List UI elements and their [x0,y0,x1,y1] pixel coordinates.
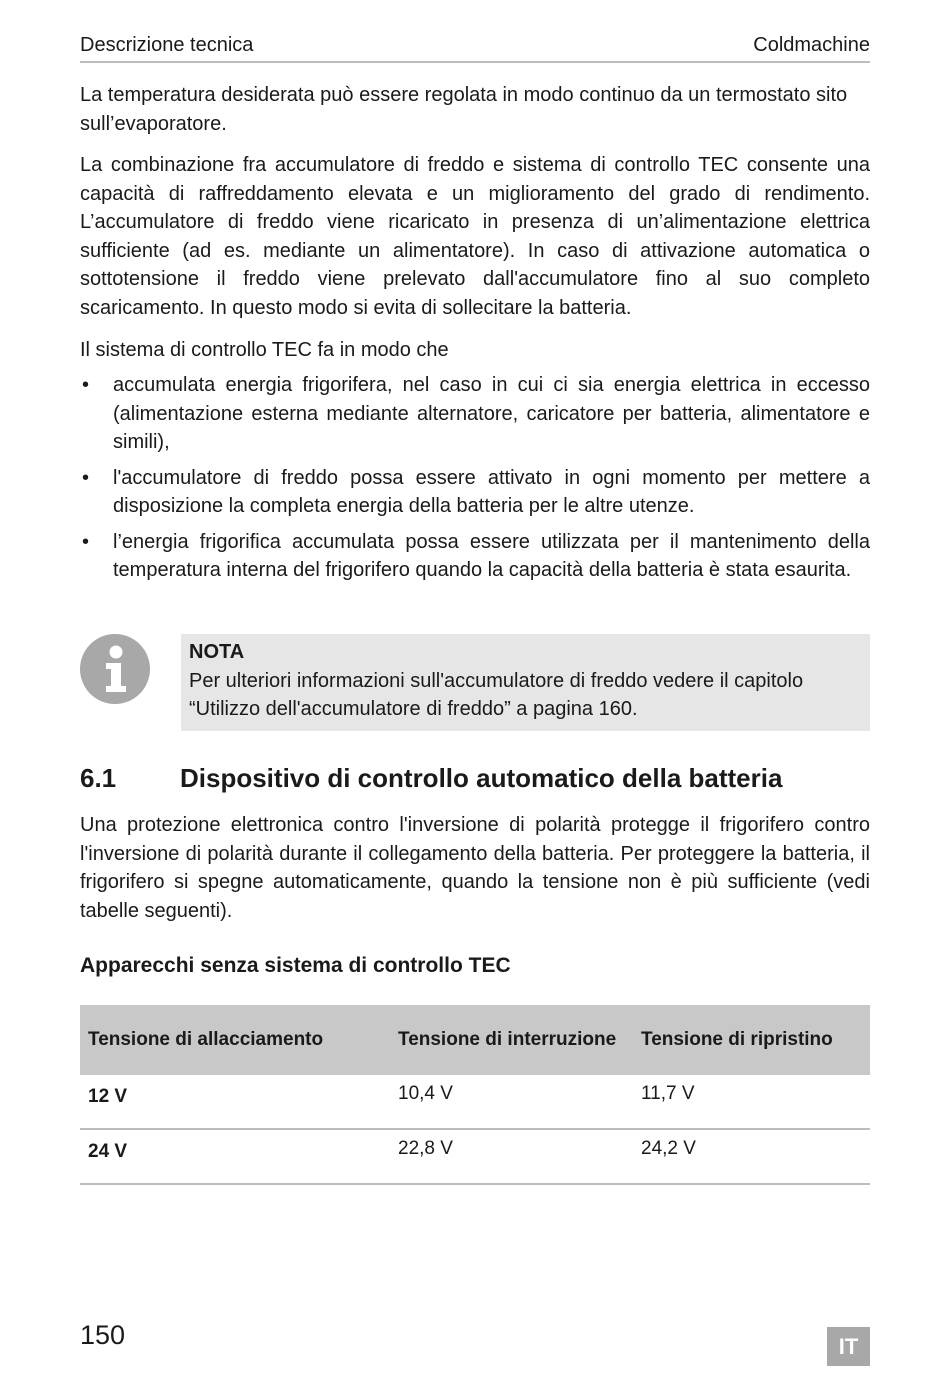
voltage-table [80,1005,870,1185]
table-row [80,1075,870,1129]
table-header-row [80,1005,870,1075]
bullet-icon: • [82,466,90,489]
table-cell-restart: 24,2 V [633,1129,870,1184]
list-item-text: l'accumulatore di freddo possa essere attivato in ogni momento per mettere a disposizione la completa energia della batteria per le altre utenze. [113,466,870,517]
paragraph-thermostat: La temperatura desiderata può essere regolata in modo continuo da un termostato sito sull’evaporatore. [80,84,848,135]
table-row [80,1129,870,1184]
section-number: 6.1 [80,763,117,793]
note-text: Per ulteriori informazioni sull'accumulatore di freddo vedere il capitolo “Utilizzo dell'accumulatore di freddo” a pagina 160. [189,669,804,720]
table-cell-connection: 12 V [80,1075,390,1129]
bullet-icon: • [82,374,90,396]
table-cell-cutoff: 10,4 V [390,1075,633,1129]
table-cell-restart: 11,7 V [633,1075,870,1129]
header-product-name: Coldmachine [753,34,870,56]
table-cell-cutoff: 22,8 V [390,1129,633,1184]
note-box [181,634,870,731]
language-badge: IT [827,1327,870,1366]
note-title: NOTA [189,641,245,663]
bullet-icon: • [82,530,90,553]
paragraph-tec-intro: Il sistema di controllo TEC fa in modo che [80,339,449,361]
column-header-restart-voltage: Tensione di ripristino [633,1005,870,1075]
list-item-text: l’energia frigorifica accumulata possa essere utilizzata per il mantenimento della temperatura interna del frigorifero quando la capacità della batteria è stata esaurita. [113,530,870,581]
list-item [80,371,870,457]
page-header [80,32,870,58]
column-header-connection-voltage: Tensione di allacciamento [80,1005,390,1075]
paragraph-cold-accumulator: La combinazione fra accumulatore di freddo e sistema di controllo TEC consente una capacità di raffreddamento elevata e un miglioramento del grado di rendimento. L’accumulatore di freddo viene ricaricato in presenza di un’alimentazione elettrica sufficiente (ad es. mediante un alimentatore). In caso di attivazione automatica o sottotensione il freddo viene prelevato dall'accumulatore fino al suo completo scaricamento. In questo modo si evita di sollecitare la batteria. [80,154,870,319]
page-number: 150 [80,1320,126,1350]
list-item [80,464,870,521]
section-title: Dispositivo di controllo automatico della batteria [180,763,783,793]
header-section-title: Descrizione tecnica [80,34,254,56]
list-item [80,528,870,585]
table-heading: Apparecchi senza sistema di controllo TEC [80,954,511,977]
info-icon [80,634,150,704]
column-header-cutoff-voltage: Tensione di interruzione [390,1005,633,1075]
list-item-text: accumulata energia frigorifera, nel caso in cui ci sia energia elettrica in eccesso (alimentazione esterna mediante alternatore, caricatore per batteria, alimentatore e simili), [113,374,870,453]
section-heading [80,760,870,796]
paragraph-battery-protection: Una protezione elettronica contro l'inversione di polarità protegge il frigorifero contro l'inversione di polarità durante il collegamento della batteria. Per proteggere la batteria, il frigorifero si spegne automaticamente, quando la tensione non è più sufficiente (vedi tabelle seguenti). [80,814,870,922]
table-cell-connection: 24 V [80,1129,390,1184]
header-divider [80,61,870,63]
tec-bullet-list [80,371,870,592]
